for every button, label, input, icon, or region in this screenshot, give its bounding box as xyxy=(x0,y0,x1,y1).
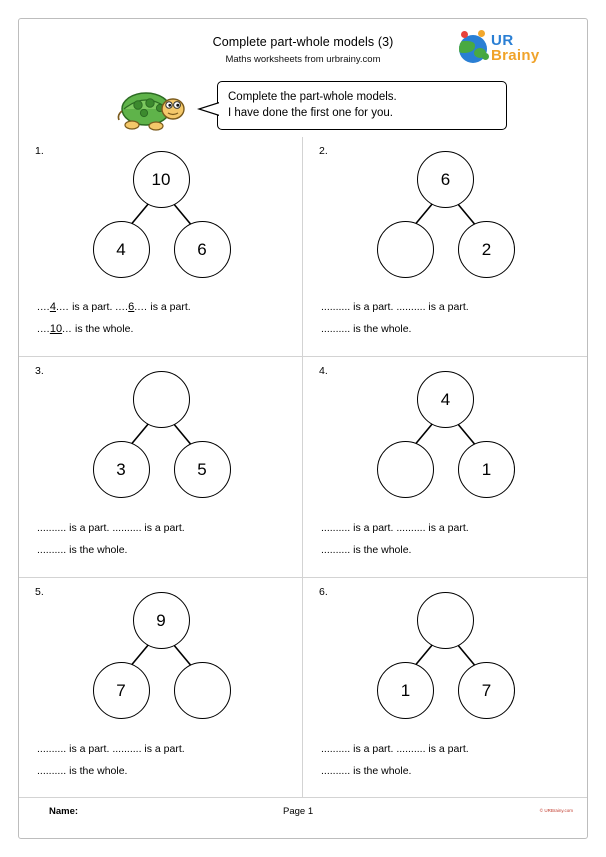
answer-lines xyxy=(37,296,288,340)
logo-dot-green-icon xyxy=(482,53,489,60)
question-number: 6. xyxy=(319,585,328,598)
whole-label: is the whole. xyxy=(69,764,128,777)
part-label-left: is a part. xyxy=(353,742,394,755)
part-left-node[interactable] xyxy=(377,221,434,278)
answer-part-right[interactable]: .......... xyxy=(112,742,142,755)
whole-label: is the whole. xyxy=(353,543,412,556)
whole-label: is the whole. xyxy=(353,323,412,336)
part-left-node[interactable]: 7 xyxy=(93,662,150,719)
worksheet-page xyxy=(18,18,588,839)
part-label-right: is a part. xyxy=(150,301,191,314)
part-right-node[interactable]: 5 xyxy=(174,441,231,498)
part-label-right: is a part. xyxy=(144,742,185,755)
answer-dots-whole: .... xyxy=(37,323,50,336)
whole-node[interactable]: 9 xyxy=(133,592,190,649)
part-left-node[interactable]: 4 xyxy=(93,221,150,278)
part-label-left: is a part. xyxy=(72,301,113,314)
answer-lines xyxy=(321,738,573,782)
answer-whole[interactable]: .......... xyxy=(321,764,351,777)
urbrainy-logo xyxy=(459,31,569,69)
answer-part-left[interactable]: .......... xyxy=(321,301,351,314)
name-label: Name: xyxy=(49,806,79,817)
turtle-mascot-icon xyxy=(116,85,188,133)
part-right-node[interactable]: 6 xyxy=(174,221,231,278)
answer-lines xyxy=(37,517,288,561)
answer-whole[interactable]: .......... xyxy=(321,543,351,556)
answer-part-left[interactable]: 4 xyxy=(49,301,56,314)
answer-line-parts xyxy=(321,738,573,760)
question-number: 5. xyxy=(35,585,44,598)
answer-lines xyxy=(37,738,288,782)
answer-line-parts xyxy=(321,296,573,318)
answer-line-parts: ....4.... is a part. ....6.... is a part. xyxy=(37,296,288,318)
answer-line-whole xyxy=(321,539,573,561)
question-cell-2 xyxy=(303,137,587,357)
answer-lines xyxy=(321,296,573,340)
answer-part-left[interactable]: .......... xyxy=(37,521,67,534)
whole-node[interactable]: 6 xyxy=(417,151,474,208)
answer-lines xyxy=(321,517,573,561)
part-label-left: is a part. xyxy=(353,301,394,314)
whole-label: is the whole. xyxy=(353,764,412,777)
answer-line-whole xyxy=(37,539,288,561)
part-label-right: is a part. xyxy=(428,521,469,534)
answer-part-right[interactable]: 6 xyxy=(128,301,135,314)
part-right-node[interactable]: 2 xyxy=(458,221,515,278)
answer-line-whole xyxy=(321,318,573,340)
whole-node[interactable]: 4 xyxy=(417,371,474,428)
part-label-right: is a part. xyxy=(428,301,469,314)
part-label-right: is a part. xyxy=(428,742,469,755)
question-number: 3. xyxy=(35,365,44,378)
part-right-node[interactable]: 7 xyxy=(458,662,515,719)
answer-whole[interactable]: .......... xyxy=(37,543,67,556)
question-number: 4. xyxy=(319,365,328,378)
logo-dot-orange-icon xyxy=(478,30,485,37)
part-whole-model xyxy=(355,151,535,281)
part-label-left: is a part. xyxy=(69,742,110,755)
instruction-line-1: Complete the part-whole models. xyxy=(228,91,397,103)
part-whole-model xyxy=(355,371,535,501)
question-cell-1 xyxy=(19,137,303,357)
answer-line-whole xyxy=(321,760,573,782)
whole-node[interactable] xyxy=(133,371,190,428)
answer-part-right[interactable]: .......... xyxy=(396,742,426,755)
logo-text-ur: UR xyxy=(491,32,514,49)
whole-label: is the whole. xyxy=(69,543,128,556)
answer-part-right[interactable]: .......... xyxy=(396,521,426,534)
bubble-tail-fill-icon xyxy=(201,103,220,115)
part-left-node[interactable]: 3 xyxy=(93,441,150,498)
question-cell-3 xyxy=(19,357,303,577)
instruction-line-2: I have done the first one for you. xyxy=(228,107,393,119)
answer-part-right[interactable]: .......... xyxy=(396,301,426,314)
part-right-node[interactable]: 1 xyxy=(458,441,515,498)
answer-whole[interactable]: 10 xyxy=(49,323,63,336)
whole-node[interactable]: 10 xyxy=(133,151,190,208)
part-label-left: is a part. xyxy=(353,521,394,534)
answer-line-whole xyxy=(37,760,288,782)
question-cell-4 xyxy=(303,357,587,577)
answer-whole[interactable]: .......... xyxy=(37,764,67,777)
part-whole-model xyxy=(71,151,251,281)
answer-line-whole: ....10... is the whole. xyxy=(37,318,288,340)
answer-part-left[interactable]: .......... xyxy=(321,521,351,534)
question-cell-6 xyxy=(303,578,587,798)
answer-whole[interactable]: .......... xyxy=(321,323,351,336)
page-title: Complete part-whole models (3) xyxy=(212,35,394,49)
logo-text xyxy=(491,33,540,63)
whole-label: is the whole. xyxy=(75,323,134,336)
part-label-right: is a part. xyxy=(144,521,185,534)
question-cell-5 xyxy=(19,578,303,798)
part-left-node[interactable]: 1 xyxy=(377,662,434,719)
instruction-row xyxy=(19,77,587,137)
logo-dot-red-icon xyxy=(461,31,468,38)
part-whole-model xyxy=(355,592,535,722)
question-number: 2. xyxy=(319,145,328,157)
part-left-node[interactable] xyxy=(377,441,434,498)
whole-node[interactable] xyxy=(417,592,474,649)
page-footer xyxy=(19,797,587,838)
questions-grid xyxy=(19,137,587,798)
page-header xyxy=(19,19,587,77)
part-right-node[interactable] xyxy=(174,662,231,719)
answer-line-parts xyxy=(37,738,288,760)
copyright-notice: © URBrainy.com xyxy=(539,808,573,813)
logo-text-brainy: Brainy xyxy=(491,47,540,64)
answer-dots-right: .... xyxy=(115,301,129,314)
answer-line-parts xyxy=(321,517,573,539)
part-whole-model xyxy=(71,592,251,722)
part-whole-model xyxy=(71,371,251,501)
answer-part-left[interactable]: .......... xyxy=(321,742,351,755)
page-subtitle: Maths worksheets from urbrainy.com xyxy=(225,54,381,65)
answer-part-left[interactable]: .......... xyxy=(37,742,67,755)
answer-line-parts xyxy=(37,517,288,539)
answer-dots-left: .... xyxy=(37,301,50,314)
instruction-bubble xyxy=(217,81,507,130)
page-number: Page 1 xyxy=(283,806,314,817)
part-label-left: is a part. xyxy=(69,521,110,534)
answer-part-right[interactable]: .......... xyxy=(112,521,142,534)
question-number: 1. xyxy=(35,145,44,157)
